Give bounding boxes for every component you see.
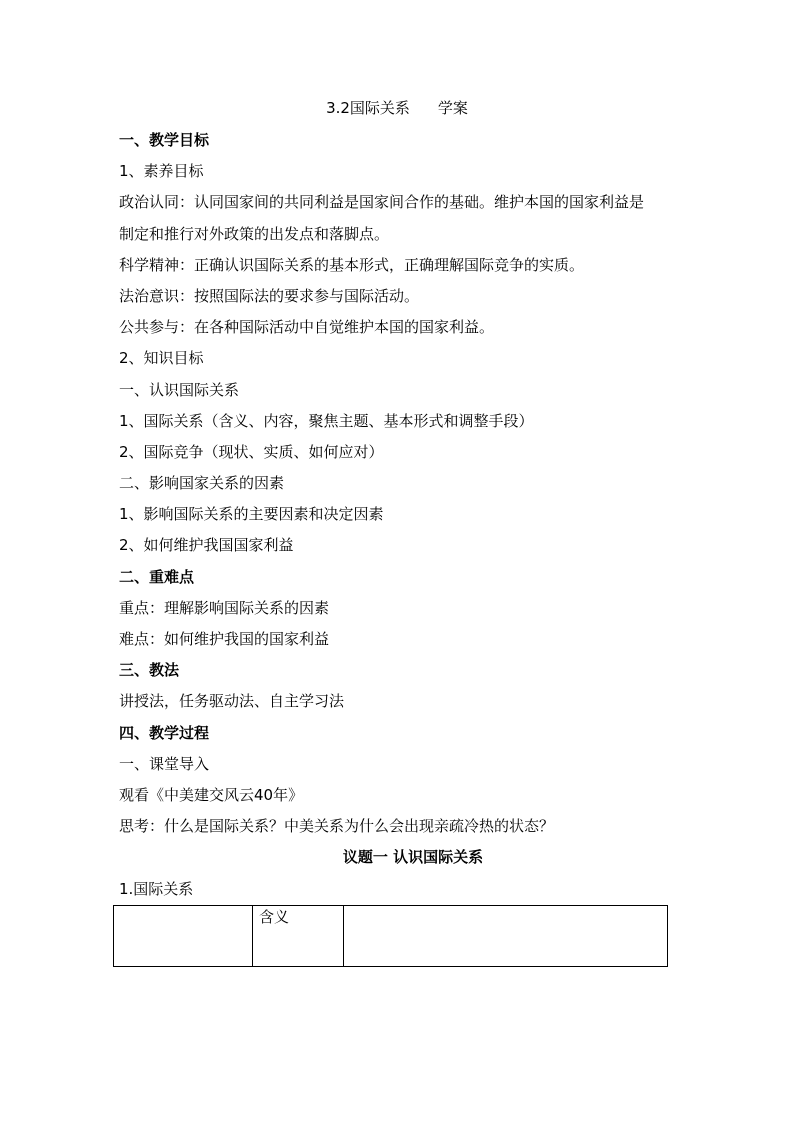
text-line: 1、国际关系（含义、内容，聚焦主题、基本形式和调整手段） [119,411,534,430]
section-heading: 四、教学过程 [119,723,210,742]
section-heading: 议题一 认识国际关系 [342,848,484,867]
section-heading: 一、教学目标 [119,131,210,149]
section-heading: 三、教法 [119,661,180,680]
title-main: 3.2国际关系 [326,99,410,117]
document-body [119,125,679,905]
table-row [114,906,668,967]
text-line: 2、如何维护我国国家利益 [119,536,294,555]
text-line: 思考：什么是国际关系？中美关系为什么会出现亲疏冷热的状态？ [119,817,555,836]
table-cell [344,906,668,967]
text-line: 1、素养目标 [119,162,204,181]
text-line: 二、影响国家关系的因素 [119,474,285,493]
relations-table [113,905,668,967]
text-line: 1.国际关系 [119,879,194,898]
text-line: 一、认识国际关系 [119,380,240,399]
text-line: 2、知识目标 [119,349,204,368]
text-line: 讲授法，任务驱动法、自主学习法 [119,692,345,711]
text-line: 法治意识：按照国际法的要求参与国际活动。 [119,286,420,305]
text-line: 一、课堂导入 [119,754,210,773]
text-line: 重点：理解影响国际关系的因素 [119,598,330,617]
text-line: 1、影响国际关系的主要因素和决定因素 [119,505,384,524]
text-line: 2、国际竞争（现状、实质、如何应对） [119,442,384,461]
page-title [0,97,794,119]
text-line: 难点：如何维护我国的国家利益 [119,630,330,648]
table-cell-label: 含义 [253,906,344,967]
title-sub: 学案 [437,99,468,117]
text-line: 制定和推行对外政策的出发点和落脚点。 [119,224,390,243]
text-line: 观看《中美建交风云40年》 [119,785,304,804]
text-line: 科学精神：正确认识国际关系的基本形式，正确理解国际竞争的实质。 [119,255,585,274]
section-heading: 二、重难点 [119,567,195,586]
text-line: 公共参与：在各种国际活动中自觉维护本国的国家利益。 [119,318,495,337]
table-cell [114,906,253,967]
text-line: 政治认同：认同国家间的共同利益是国家间合作的基础。维护本国的国家利益是 [119,193,645,212]
